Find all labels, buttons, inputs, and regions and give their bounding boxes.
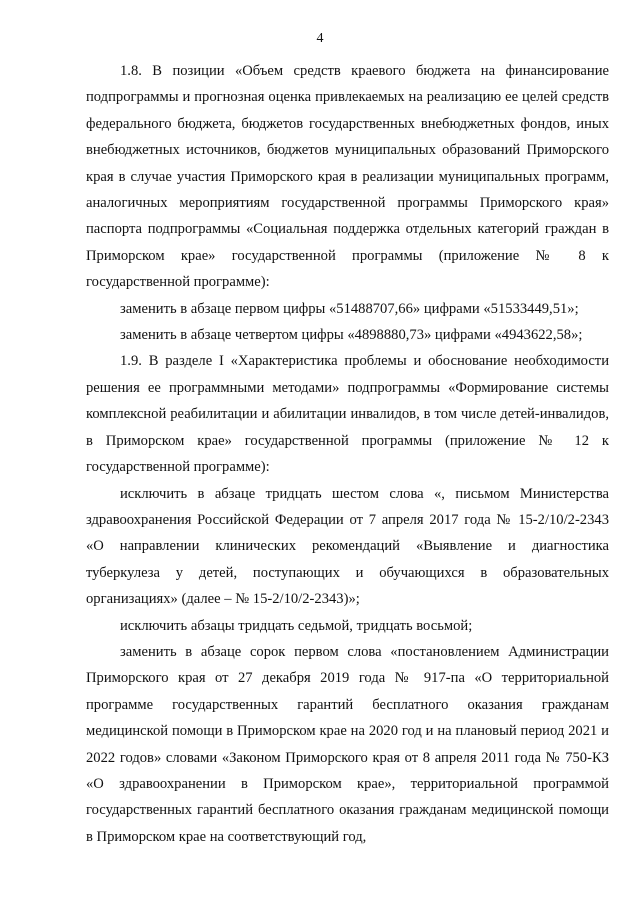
paragraph-replace-fourth: заменить в абзаце четвертом цифры «4898880,73» цифрами «4943622,58»;	[120, 327, 583, 344]
paragraph-replace-first: заменить в абзаце первом цифры «51488707,66» цифрами «51533449,51»;	[120, 300, 579, 317]
paragraph-1-9: 1.9. В разделе I «Характеристика проблемы и обоснование необходимости решения ее программными методами» подпрограммы «Формирование системы комплексной реабилитации и абилитации инвалидов, в том числе детей-инвалидов, в Приморском крае» государственной программы (приложение № 12 к государственной программе):	[86, 353, 609, 476]
document-body	[86, 58, 609, 850]
paragraph-exclude-37-38: исключить абзацы тридцать седьмой, тридцать восьмой;	[120, 617, 473, 634]
paragraph-replace-41: заменить в абзаце сорок первом слова «постановлением Администрации Приморского края от 27 декабря 2019 года № 917-па «О территориальной программе государственных гарантий бесплатного оказания гражданам медицинской помощи в Приморском крае на 2020 год и на плановый период 2021 и 2022 годов» словами «Законом Приморского края от 8 апреля 2011 года № 750-КЗ «О здравоохранении в Приморском крае», территориальной программой государственных гарантий бесплатного оказания гражданам медицинской помощи в Приморском крае на соответствующий год,	[86, 643, 609, 845]
page-number: 4	[316, 31, 324, 46]
paragraph-exclude-36: исключить в абзаце тридцать шестом слова «, письмом Министерства здравоохранения Российской Федерации от 7 апреля 2017 года № 15-2/10/2-2343 «О направлении клинических рекомендаций «Выявление и диагностика туберкулеза у детей, поступающих и обучающихся в образовательных организациях» (далее – № 15-2/10/2-2343)»;	[86, 485, 609, 608]
paragraph-1-8: 1.8. В позиции «Объем средств краевого бюджета на финансирование подпрограммы и прогнозная оценка привлекаемых на реализацию ее целей средств федерального бюджета, бюджетов государственных внебюджетных фондов, иных внебюджетных источников, бюджетов муниципальных образований Приморского края в случае участия Приморского края в реализации муниципальных программ, аналогичных мероприятиям государственной программы Приморского края» паспорта подпрограммы «Социальная поддержка отдельных категорий граждан в Приморском крае» государственной программы (приложение № 8 к государственной программе):	[86, 63, 609, 291]
